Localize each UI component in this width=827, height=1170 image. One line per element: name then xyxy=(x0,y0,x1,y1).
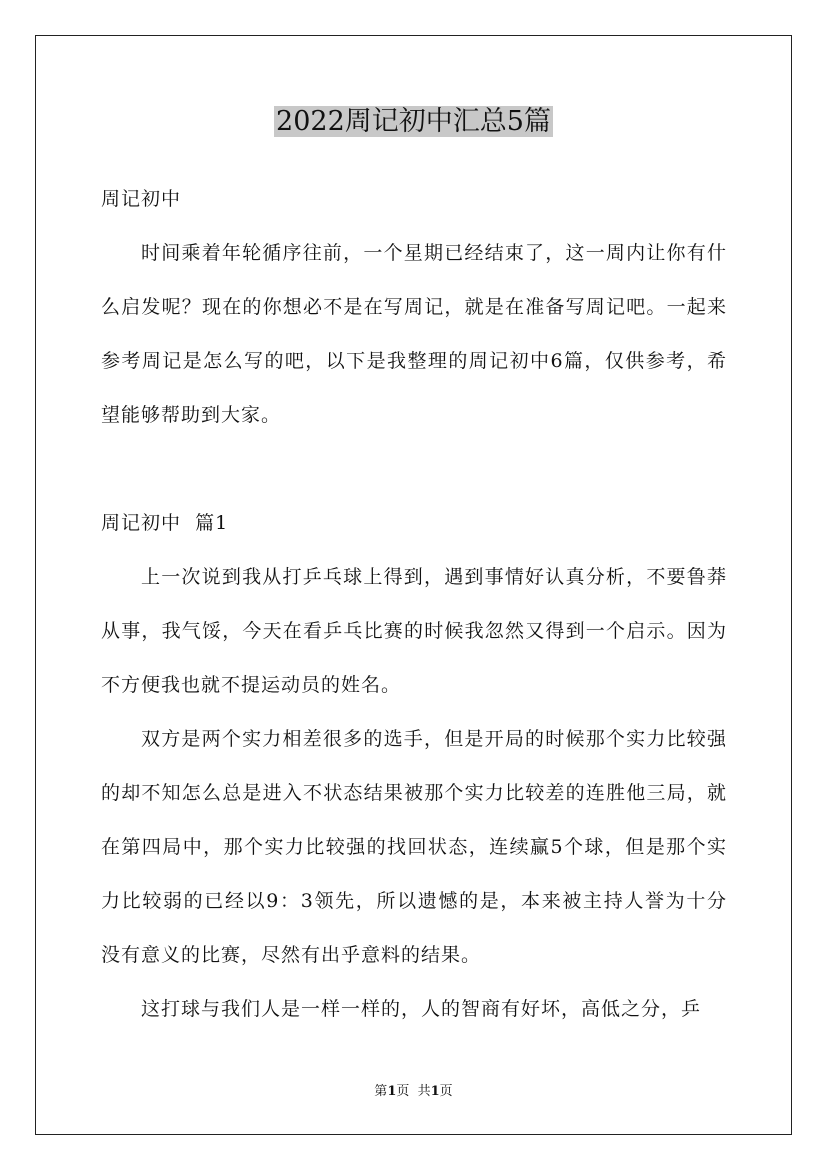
footer-page-suffix: 页 xyxy=(439,1084,453,1099)
document-title xyxy=(0,100,827,144)
section-1-heading: 周记初中 篇1 xyxy=(101,512,229,534)
section-1-paragraph-1: 上一次说到我从打乒乓球上得到，遇到事情好认真分析，不要鲁莽从事，我气馁，今天在看乒乓比赛的时候我忽然又得到一个启示。因为不方便我也就不提运动员的姓名。 xyxy=(101,566,727,696)
document-title-text: 2022周记初中汇总5篇 xyxy=(276,106,551,137)
footer-page-current: 1 xyxy=(387,1084,397,1099)
footer-page-total: 1 xyxy=(430,1084,440,1099)
section-1-paragraph-3: 这打球与我们人是一样一样的，人的智商有好坏，高低之分，乒 xyxy=(141,998,702,1020)
section-1-paragraph-2: 双方是两个实力相差很多的选手，但是开局的时候那个实力比较强的却不知怎么总是进入不状态结果被那个实力比较差的连胜他三局，就在第四局中，那个实力比较强的找回状态，连续赢5个球，但是那个实力比较弱的已经以9：3领先，所以遗憾的是，本来被主持人誉为十分没有意义的比赛，尽然有出乎意料的结果。 xyxy=(101,728,727,966)
page-footer xyxy=(0,1082,827,1102)
footer-page-prefix: 第 xyxy=(374,1084,388,1099)
footer-page-mid: 页 共 xyxy=(396,1084,431,1099)
section-spacer xyxy=(101,442,727,496)
document-body xyxy=(101,172,727,1036)
intro-paragraph: 时间乘着年轮循序往前，一个星期已经结束了，这一周内让你有什么启发呢？现在的你想必不是在写周记，就是在准备写周记吧。一起来参考周记是怎么写的吧，以下是我整理的周记初中6篇，仅供参考，希望能够帮助到大家。 xyxy=(101,242,727,426)
intro-heading: 周记初中 xyxy=(101,188,182,210)
